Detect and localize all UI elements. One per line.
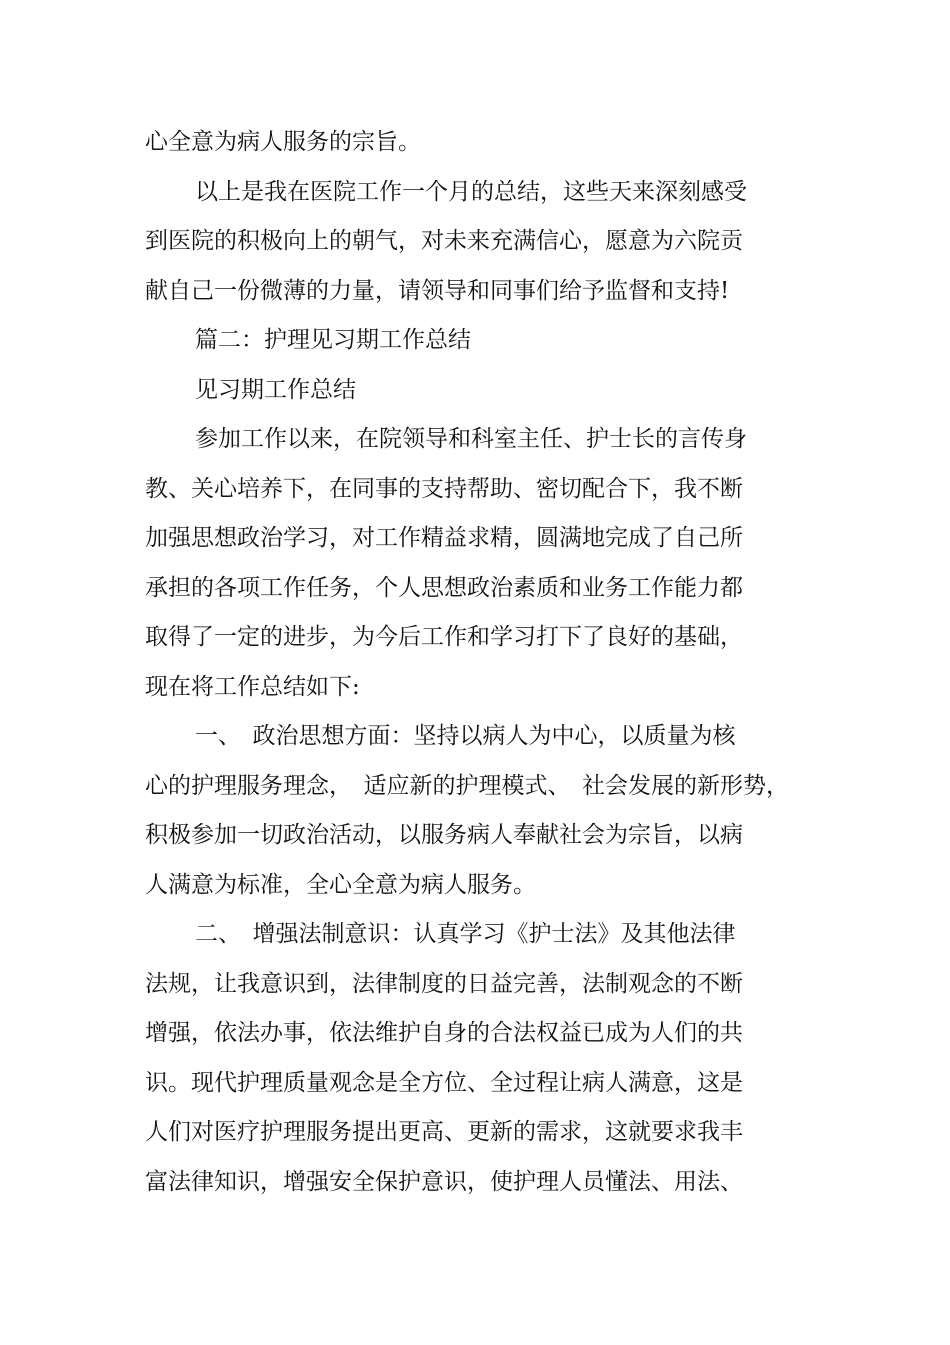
text-line: 取得了一定的进步，为今后工作和学习打下了良好的基础， <box>145 624 743 650</box>
section-heading: 篇二：护理见习期工作总结 <box>195 327 471 353</box>
text-line: 承担的各项工作任务，个人思想政治素质和业务工作能力都 <box>145 574 743 601</box>
text-line: 心的护理服务理念， 适应新的护理模式、 社会发展的新形势， <box>145 772 789 799</box>
text-line: 加强思想政治学习，对工作精益求精，圆满地完成了自己所 <box>145 525 743 551</box>
text-line: 法规，让我意识到，法律制度的日益完善，法制观念的不断 <box>145 970 743 997</box>
text-line: 到医院的积极向上的朝气，对未来充满信心，愿意为六院贡 <box>145 228 743 254</box>
text-line: 识。现代护理质量观念是全方位、全过程让病人满意，这是 <box>145 1069 743 1096</box>
text-line: 现在将工作总结如下: <box>145 673 360 700</box>
section-subheading: 见习期工作总结 <box>195 376 356 403</box>
text-line: 人们对医疗护理服务提出更高、更新的需求，这就要求我丰 <box>145 1119 743 1145</box>
text-line: 教、关心培养下，在同事的支持帮助、密切配合下，我不断 <box>145 475 743 502</box>
list-item-2-start: 二、 增强法制意识：认真学习《护士法》及其他法律 <box>195 921 736 947</box>
text-line: 心全意为病人服务的宗旨。 <box>145 129 421 155</box>
paragraph-start-line: 参加工作以来，在院领导和科室主任、护士长的言传身 <box>195 426 747 452</box>
text-line: 献自己一份微薄的力量，请领导和同事们给予监督和支持! <box>145 277 730 304</box>
text-line: 积极参加一切政治活动，以服务病人奉献社会为宗旨，以病 <box>145 822 743 848</box>
text-line: 增强，依法办事，依法维护自身的合法权益已成为人们的共 <box>145 1020 743 1046</box>
text-line: 人满意为标准，全心全意为病人服务。 <box>145 871 536 898</box>
list-item-1-start: 一、 政治思想方面：坚持以病人为中心，以质量为核 <box>195 723 736 749</box>
paragraph-start-line: 以上是我在医院工作一个月的总结，这些天来深刻感受 <box>195 178 747 205</box>
text-line: 富法律知识，增强安全保护意识，使护理人员懂法、用法、 <box>145 1168 743 1195</box>
document-body <box>145 122 805 1211</box>
